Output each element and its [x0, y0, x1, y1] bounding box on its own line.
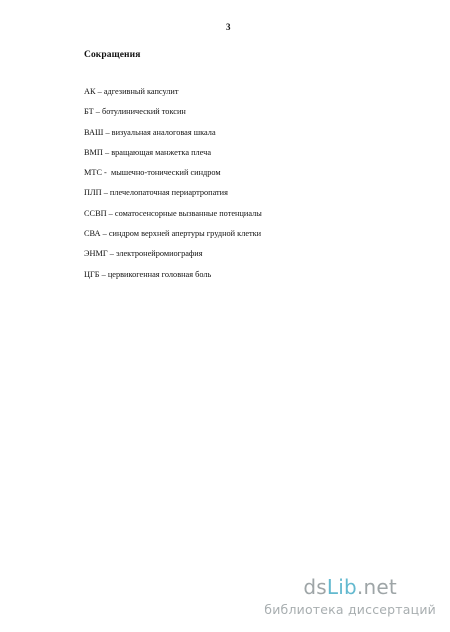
abbreviation-term: БТ: [84, 107, 94, 117]
abbreviation-definition: соматосенсорные вызванные потенциалы: [114, 208, 262, 218]
abbreviation-separator: –: [106, 208, 115, 218]
watermark-logo: [264, 576, 436, 598]
abbreviation-definition: вращающая манжетка плеча: [111, 147, 212, 157]
abbreviation-definition: адгезивный капсулит: [103, 87, 179, 96]
abbreviation-definition: мышечно-тонический синдром: [110, 168, 221, 178]
abbreviation-item: [84, 87, 262, 107]
abbreviation-definition: визуальная аналоговая шкала: [111, 127, 216, 137]
abbreviation-definition: ботулинический токсин: [102, 107, 186, 117]
abbreviation-separator: –: [100, 229, 109, 239]
abbreviation-term: ЦГБ: [84, 269, 100, 279]
watermark: [264, 576, 436, 617]
abbreviation-item: [84, 229, 262, 249]
section-heading: Сокращения: [84, 50, 141, 60]
abbreviation-definition: плечелопаточная периартропатия: [109, 188, 228, 198]
abbreviation-term: АК: [84, 87, 96, 96]
abbreviation-term: ЭНМГ: [84, 249, 108, 259]
abbreviation-separator: –: [103, 127, 112, 137]
abbreviation-separator: –: [93, 107, 103, 117]
abbreviation-separator: –: [101, 188, 110, 198]
abbreviation-term: МТС: [84, 168, 102, 178]
abbreviation-term: ВМП: [84, 147, 103, 157]
abbreviation-item: [84, 188, 262, 208]
abbreviation-item: [84, 168, 262, 188]
abbreviation-definition: электронейромиография: [115, 249, 203, 259]
abbreviation-item: [84, 209, 262, 229]
watermark-tagline: библиотека диссертаций: [264, 602, 436, 617]
abbreviation-separator: –: [107, 249, 116, 259]
abbreviation-separator: -: [101, 168, 111, 178]
abbreviation-separator: –: [95, 87, 104, 96]
abbreviation-item: [84, 249, 262, 269]
abbreviation-list: [84, 87, 262, 290]
abbreviation-definition: цервикогенная головная боль: [107, 269, 212, 279]
abbreviation-definition: синдром верхней апертуры грудной клетки: [108, 229, 262, 239]
abbreviation-separator: –: [99, 269, 108, 279]
page-number: 3: [226, 22, 231, 32]
abbreviation-term: СВА: [84, 229, 101, 239]
abbreviation-item: [84, 128, 262, 148]
watermark-logo-net: .net: [356, 575, 397, 599]
watermark-logo-lib: Lib: [326, 575, 357, 599]
abbreviation-term: ПЛП: [84, 188, 102, 198]
abbreviation-item: [84, 107, 262, 127]
watermark-logo-ds: ds: [303, 575, 327, 599]
abbreviation-term: ВАШ: [84, 127, 104, 137]
abbreviation-item: [84, 270, 262, 290]
abbreviation-separator: –: [102, 147, 112, 157]
abbreviation-item: [84, 148, 262, 168]
abbreviation-term: ССВП: [84, 208, 107, 218]
